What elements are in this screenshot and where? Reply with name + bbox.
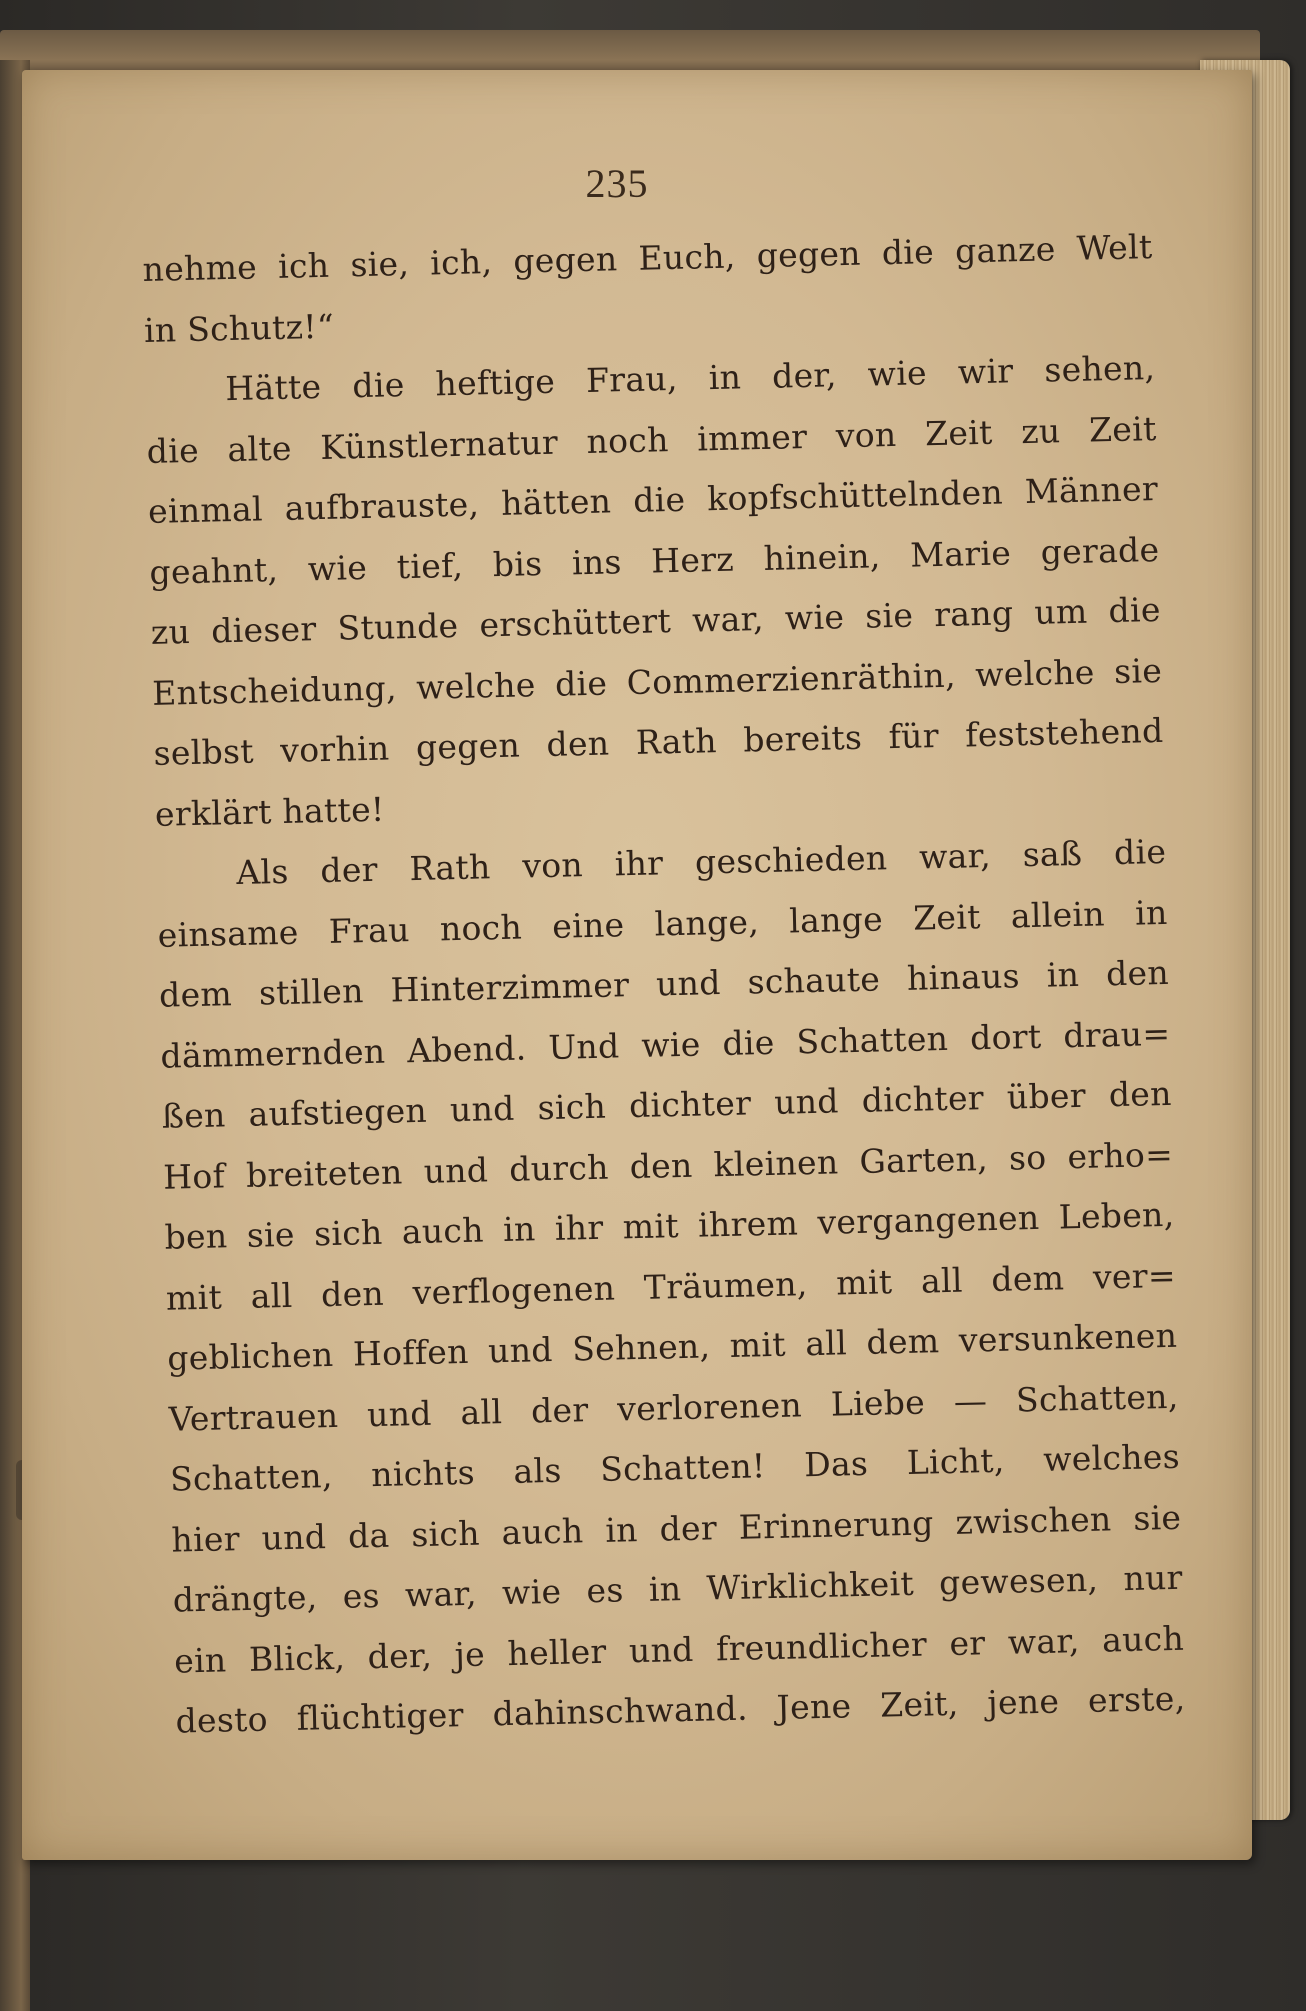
text-line: mit all den verflogenen Träumen, mit all dem ver= xyxy=(165,1255,1177,1318)
text-line: ein Blick, der, je heller und freundlicher er war, auch xyxy=(173,1618,1185,1681)
text-line: dämmernden Abend. Und wie die Schatten dort drau= xyxy=(160,1013,1171,1076)
text-line: Schatten, nichts als Schatten! Das Licht, welches xyxy=(169,1436,1181,1499)
text-line: Entscheidung, welche die Commerzienräthin, welche sie xyxy=(151,650,1163,713)
text-line: einmal aufbrauste, hätten die kopfschüttelnden Männer xyxy=(147,469,1159,531)
text-line: einsame Frau noch eine lange, lange Zeit allein in xyxy=(157,892,1168,955)
text-line: Als der Rath von ihr geschieden war, saß die xyxy=(235,831,1167,893)
text-line: ben sie sich auch in ihr mit ihrem vergangenen Leben, xyxy=(164,1194,1175,1257)
text-block xyxy=(142,217,1186,1752)
text-line: in Schutz!“ xyxy=(143,306,335,350)
text-line: drängte, es war, wie es in Wirklichkeit gewesen, nur xyxy=(172,1557,1184,1620)
text-line: desto flüchtiger dahinschwand. Jene Zeit, jene erste, xyxy=(175,1678,1186,1741)
text-line: dem stillen Hinterzimmer und schaute hinaus in den xyxy=(158,952,1170,1015)
text-line: geahnt, wie tief, bis ins Herz hinein, Marie gerade xyxy=(149,529,1160,592)
text-line: geblichen Hoffen und Sehnen, mit all dem versunkenen xyxy=(166,1315,1178,1378)
text-line: Hof breiteten und durch den kleinen Garten, so erho= xyxy=(162,1134,1174,1197)
text-line: Vertrauen und all der verlorenen Liebe — Schatten, xyxy=(168,1376,1179,1439)
text-line: erklärt hatte! xyxy=(154,789,385,834)
text-line: ßen aufstiegen und sich dichter und dichter über den xyxy=(161,1073,1173,1136)
book-page xyxy=(22,70,1252,1860)
text-line: nehme ich sie, ich, gegen Euch, gegen die ganze Welt xyxy=(142,227,1153,289)
text-line: Hätte die heftige Frau, in der, wie wir sehen, xyxy=(224,348,1156,409)
text-line: hier und da sich auch in der Erinnerung zwischen sie xyxy=(171,1497,1182,1560)
page-number: 235 xyxy=(585,161,649,206)
text-line: selbst vorhin gegen den Rath bereits für feststehend xyxy=(153,710,1164,773)
text-line: zu dieser Stunde erschüttert war, wie sie rang um die xyxy=(150,589,1162,652)
text-line: die alte Künstlernatur noch immer von Zeit zu Zeit xyxy=(146,408,1157,471)
